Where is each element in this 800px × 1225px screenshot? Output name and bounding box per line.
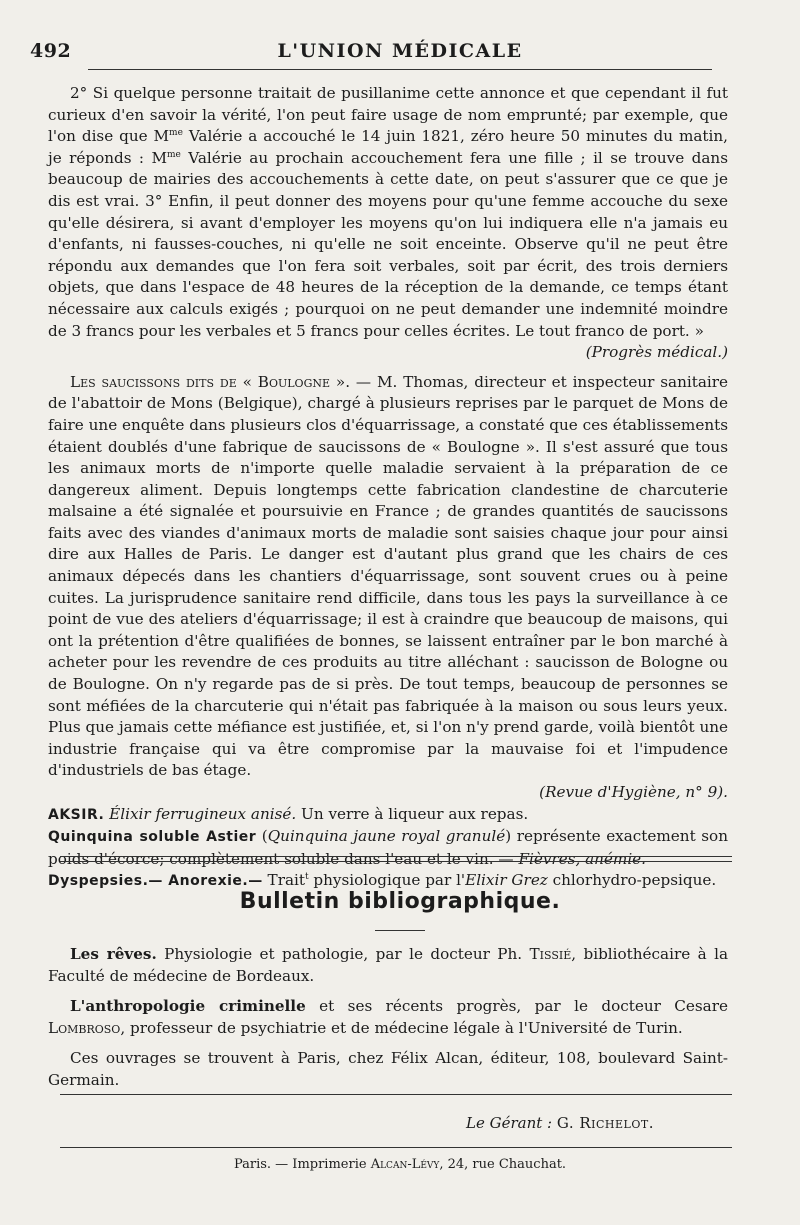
page-header [0,38,800,68]
running-title: L'UNION MÉDICALE [277,40,523,62]
citation-progres-medical: (Progrès médical.) [585,343,728,362]
ad-quinquina: Quinquina soluble Astier (Quinquina jaune royal granulé) représente exactement son poids d'écorce; complètement soluble dans l'eau et le vin. — Fièvres, anémie. [48,827,728,868]
bib-entry-anthropologie: L'anthropologie criminelle et ses récents progrès, par le docteur Cesare Lombroso, professeur de psychiatrie et de médecine légale à l'Université de Turin. [48,997,728,1037]
section-divider [60,856,732,862]
footer-rule-top [60,1094,732,1095]
bib-entry-reves: Les rêves. Physiologie et pathologie, par le docteur Ph. Tissié, bibliothécaire à la Faculté de médecine de Bordeaux. [48,945,728,985]
bib-publisher-note: Ces ouvrages se trouvent à Paris, chez Félix Alcan, éditeur, 108, boulevard Saint-Germain. [48,1049,728,1089]
printer-imprint: Paris. — Imprimerie Alcan-Lévy, 24, rue Chauchat. [233,1157,567,1172]
bibliography-list [48,944,728,1101]
article-body [48,83,728,893]
section-title-saucissons: Les saucissons dits de « Boulogne ». [70,372,351,391]
paragraph-saucissons: Les saucissons dits de « Boulogne ». — M. Thomas, directeur et inspecteur sanitaire de l'abattoir de Mons (Belgique), chargé à plusieurs reprises par le parquet de Mons de faire une enquête dans plusieurs clos d'équarrissage, a constaté que ces établissements étaient doublés d'une fabrique de saucissons de « Boulogne ». Il s'est assuré que tous les animaux morts de n'importe quelle maladie servaient à la préparation de ce dangereux aliment. Depuis longtemps cette fabrication clandestine de charcuterie malsaine a été signalée et poursuivie en France ; de grandes quantités de saucissons faits avec des viandes d'animaux morts de maladie sont saisies chaque jour pour ainsi dire aux Halles de Paris. Le danger est d'autant plus grand que les chairs de ces animaux dépecés dans les chantiers d'équarrissage, sont souvent crues ou à peine cuites. La jurisprudence sanitaire rend difficile, dans tous les pays la surveillance à ce point de vue des ateliers d'équarrissage; il est à craindre que beaucoup de maisons, qui ont la prétention d'être qualifiées de bonnes, se laissent entraîner par le bon marché à acheter pour les revendre de ces produits au titre alléchant : saucisson de Bologne ou de Boulogne. On n'y regarde pas de si près. De tout temps, beaucoup de personnes se sont méfiées de la charcuterie qui n'était pas fabriquée à la maison ou sous leurs yeux. Plus que jamais cette méfiance est justifiée, et, si l'on n'y prend garde, voilà bientôt une industrie française qui va être compromise par la mauvaise foi et l'impudence d'industriels de bas étage. [48,372,728,780]
bibliography-heading: Bulletin bibliographique. [239,889,561,914]
paragraph-prediction: 2° Si quelque personne traitait de pusillanime cette annonce et que cependant il fut curieux d'en savoir la vérité, l'on peut faire usage de nom emprunté; par exemple, que l'on dise que $M^{me}$ Valérie a accouché le 14 juin 1821, zéro heure 50 minutes du matin, je réponds : $M^{me}$ Valérie au prochain accouchement fera une fille ; il se trouve dans beaucoup de mairies des accouchements à cette date, on peut s'assurer que ce que je dis est vrai. 3° Enfin, il peut donner des moyens pour qu'une femme accouche du sexe qu'elle désirera, si avant d'employer les moyens qu'on lui indiquera elle n'a jamais eu d'enfants, ni fausses-couches, ni qu'elle ne soit enceinte. Observe qu'il ne peut être répondu aux demandes que l'on fera soit verbales, soit par écrit, des trois derniers objets, que dans l'espace de 48 heures de la réception de la demande, ce temps étant nécessaire aux calculs exigés ; pourquoi on ne peut demander une indemnité moindre de 3 francs pour les verbales et 5 francs pour celles écrites. Le tout franco de port. » [48,84,728,340]
footer-rule-bottom [60,1147,732,1148]
ad-aksir: AKSIR. Élixir ferrugineux anisé. Un verre à liqueur aux repas. [48,804,529,823]
heading-underline [375,930,425,931]
page-number: 492 [30,40,72,62]
ad-dyspepsies: Dyspepsies.— Anorexie.— Trait$^t$ physiologique par l'Elixir Grez chlorhydro-pepsique. [48,871,717,890]
citation-revue-hygiene: (Revue d'Hygiène, n° 9). [539,783,728,801]
gerant-signature: Le Gérant : G. Richelot. [466,1114,654,1132]
header-rule [88,69,712,70]
